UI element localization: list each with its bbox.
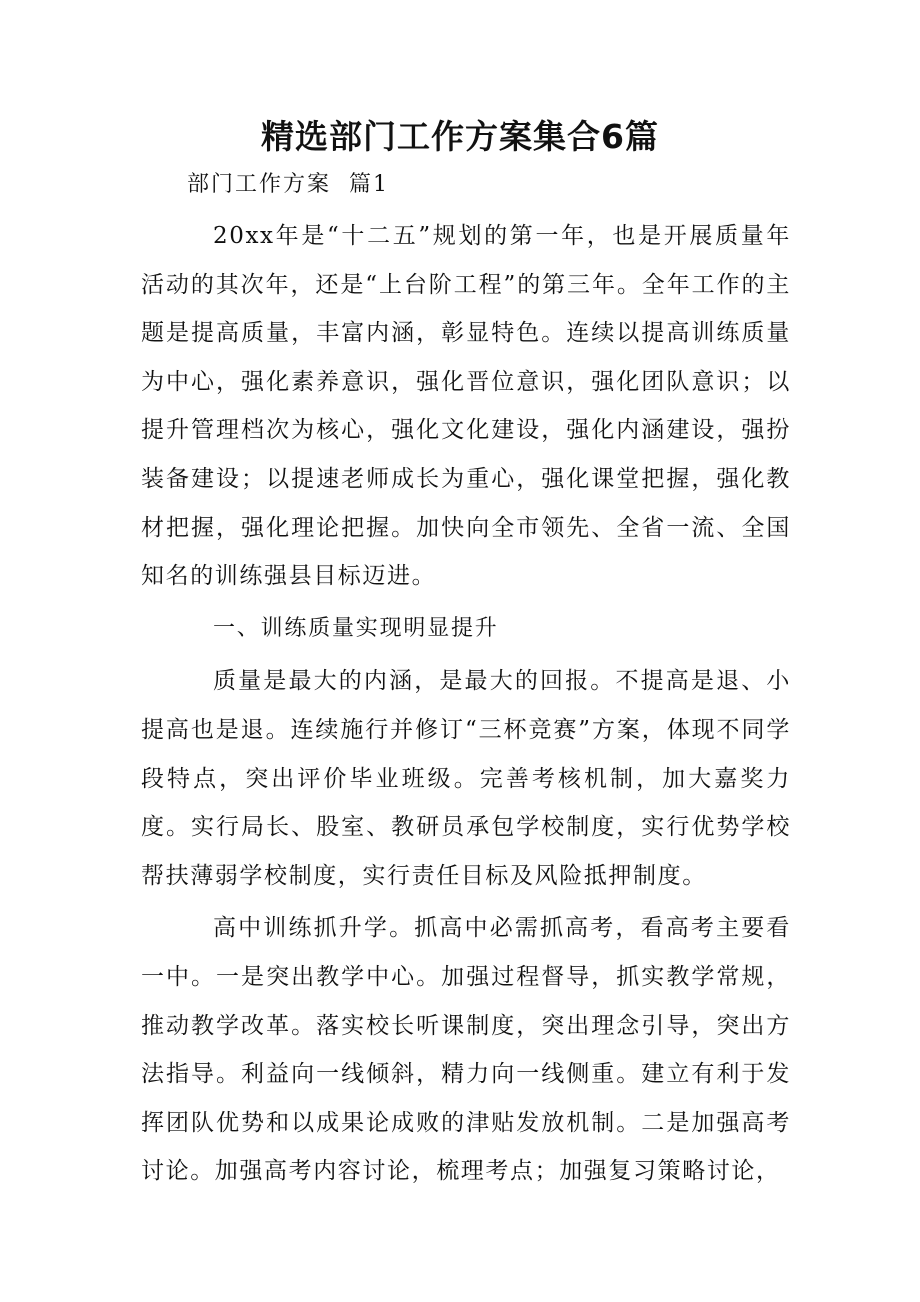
section-heading-1: 一、训练质量实现明显提升: [213, 615, 499, 641]
document-title: 精选部门工作方案集合6篇: [261, 117, 659, 156]
section-subheading: 部门工作方案 篇1: [187, 172, 389, 197]
paragraph-quality: 质量是最大的内涵，是最大的回报。不提高是退、小提高也是退。连续施行并修订“三杯竞赛”方案，体现不同学段特点，突出评价毕业班级。完善考核机制，加大嘉奖力度。实行局长、股室、教研员承包学校制度，实行优势学校帮扶薄弱学校制度，实行责任目标及风险抵押制度。: [141, 668, 791, 889]
paragraph-intro: 20xx年是“十二五”规划的第一年，也是开展质量年活动的其次年，还是“上台阶工程”的第三年。全年工作的主题是提高质量，丰富内涵，彰显特色。连续以提高训练质量为中心，强化素养意识，强化晋位意识，强化团队意识；以提升管理档次为核心，强化文化建设，强化内涵建设，强扮装备建设；以提速老师成长为重心，强化课堂把握，强化教材把握，强化理论把握。加快向全市领先、全省一流、全国知名的训练强县目标迈进。: [141, 223, 791, 590]
paragraph-high-school: 高中训练抓升学。抓高中必需抓高考，看高考主要看一中。一是突出教学中心。加强过程督导，抓实教学常规，推动教学改革。落实校长听课制度，突出理念引导，突出方法指导。利益向一线倾斜，精力向一线侧重。建立有利于发挥团队优势和以成果论成败的津贴发放机制。二是加强高考讨论。加强高考内容讨论，梳理考点；加强复习策略讨论，: [141, 915, 791, 1185]
document-body: [141, 212, 791, 1196]
